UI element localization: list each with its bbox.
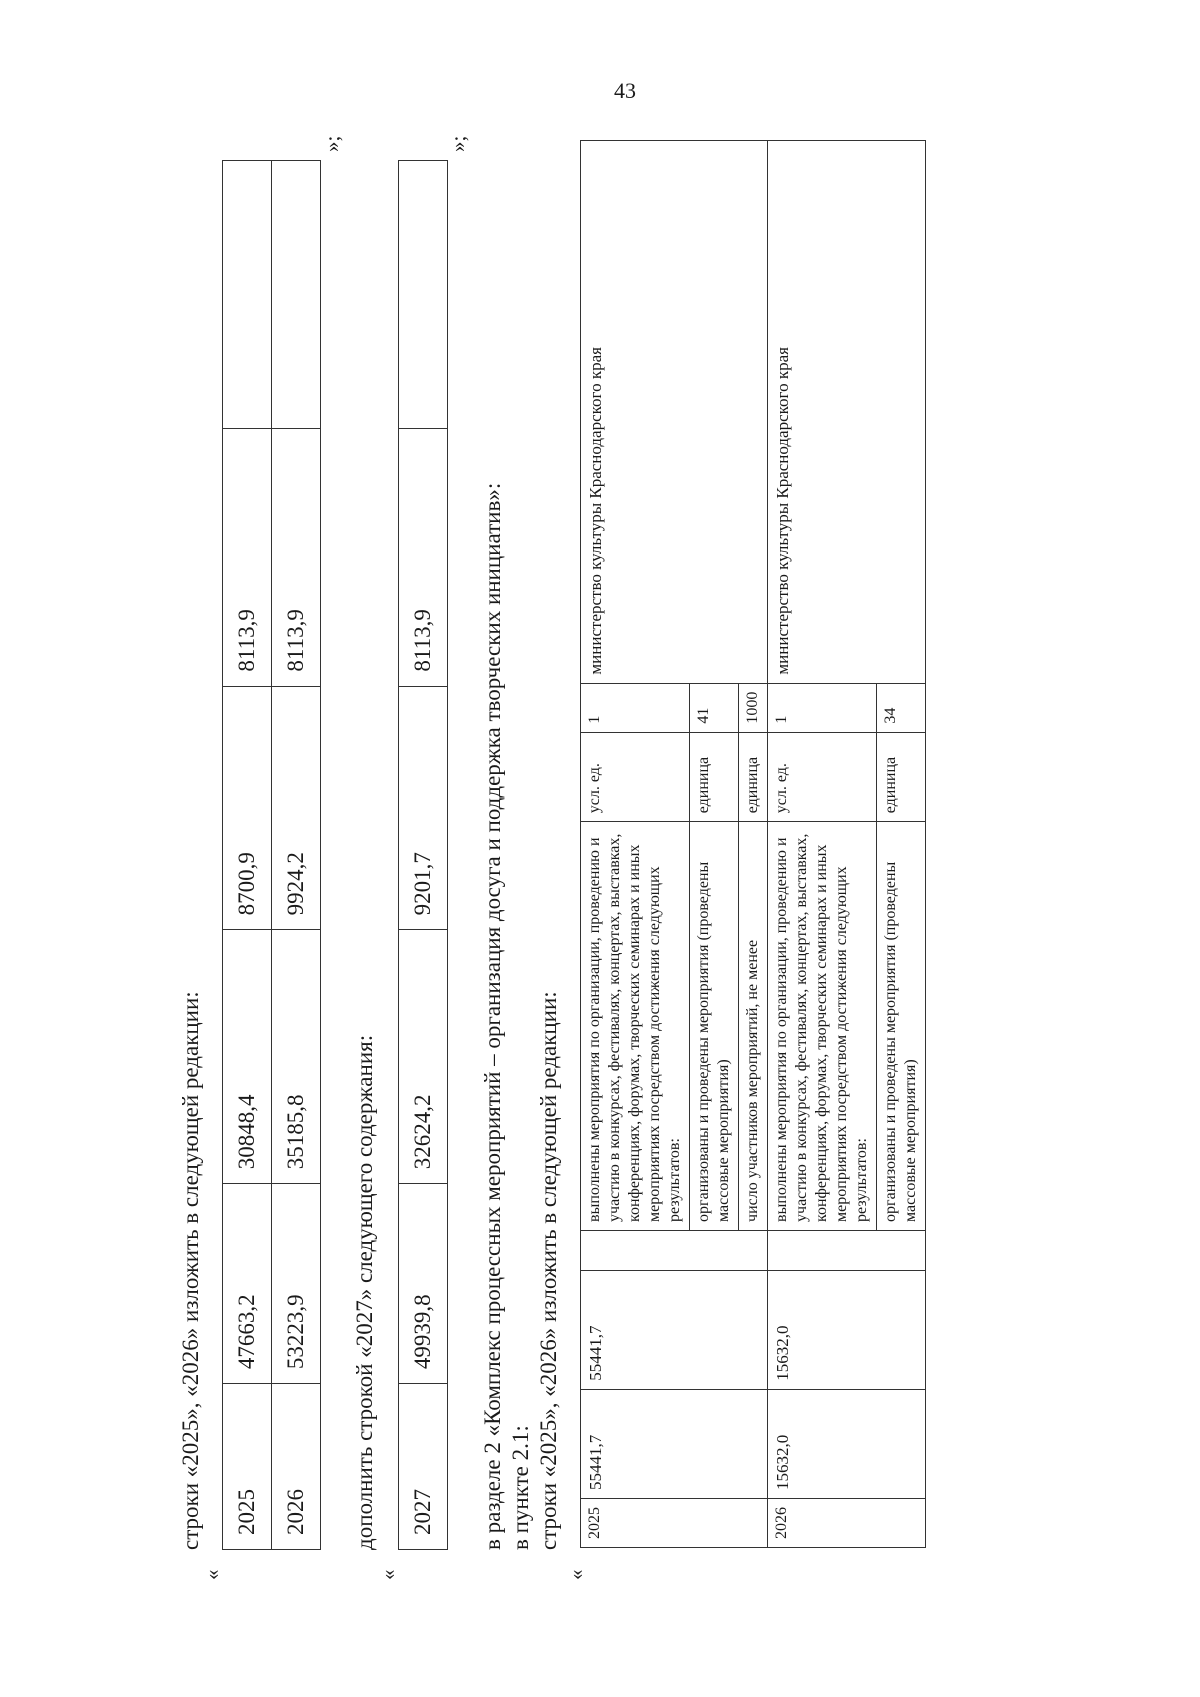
table-row (223, 161, 272, 1550)
cell-value: 32624,2 (399, 930, 448, 1184)
cell-value: 8113,9 (272, 428, 321, 686)
section3-line2: в пункте 2.1: (508, 1425, 533, 1550)
cell-value: 30848,4 (223, 930, 272, 1184)
section3-open-quote: « (564, 1569, 588, 1580)
section1-heading: строки «2025», «2026» изложить в следующей редакции: (178, 991, 203, 1550)
cell-empty (768, 1230, 926, 1270)
section2-heading: дополнить строкой «2027» следующего содержания: (352, 1034, 377, 1550)
cell-year: 2025 (581, 1499, 768, 1548)
section2-open-quote: « (376, 1569, 400, 1580)
cell-result-text: выполнены мероприятия по организации, проведению и участию в конкурсах, фестивалях, концертах, выставках, конференциях, форумах, творческих семинарах и иных мероприятиях посредством достижения следующих результатов: (581, 822, 690, 1231)
cell-value: 8113,9 (223, 428, 272, 686)
cell-empty (581, 1230, 768, 1270)
table-row (581, 141, 690, 1548)
cell-result-value: 1000 (739, 683, 768, 732)
cell-executor: министерство культуры Краснодарского края (768, 141, 926, 684)
table-row (399, 161, 448, 1550)
section2-table (398, 160, 448, 1550)
cell-year: 2027 (399, 1384, 448, 1550)
cell-unit: усл. ед. (768, 732, 877, 822)
cell-result-text: число участников мероприятий, не менее (739, 822, 768, 1231)
rotated-content (170, 120, 1200, 1620)
cell-result-text: организованы и проведены мероприятия (проведены массовые мероприятия) (690, 822, 739, 1231)
cell-result-value: 34 (877, 683, 926, 732)
cell-unit: усл. ед. (581, 732, 690, 822)
cell-result-value: 41 (690, 683, 739, 732)
cell-year: 2025 (223, 1384, 272, 1550)
section3-table (580, 140, 926, 1548)
section1-open-quote: « (200, 1569, 224, 1580)
cell-value (399, 161, 448, 429)
cell-value (272, 161, 321, 429)
table-row (272, 161, 321, 1550)
cell-result-value: 1 (768, 683, 877, 732)
cell-amount: 15632,0 (768, 1389, 926, 1498)
section2-close-quote: »; (446, 135, 470, 152)
cell-result-text: организованы и проведены мероприятия (проведены массовые мероприятия) (877, 822, 926, 1231)
cell-unit: единица (877, 732, 926, 822)
cell-value: 9924,2 (272, 686, 321, 930)
cell-unit: единица (690, 732, 739, 822)
cell-result-value: 1 (581, 683, 690, 732)
cell-value: 9201,7 (399, 686, 448, 930)
cell-total: 49939,8 (399, 1184, 448, 1384)
cell-value: 35185,8 (272, 930, 321, 1184)
page-number: 43 (614, 78, 636, 103)
section1-close-quote: »; (320, 135, 344, 152)
cell-year: 2026 (272, 1384, 321, 1550)
section1-table (222, 160, 321, 1550)
cell-year: 2026 (768, 1499, 926, 1548)
cell-total: 53223,9 (272, 1184, 321, 1384)
cell-value: 8700,9 (223, 686, 272, 930)
cell-value (223, 161, 272, 429)
table-row (768, 141, 877, 1548)
cell-total: 47663,2 (223, 1184, 272, 1384)
cell-amount: 55441,7 (581, 1270, 768, 1389)
cell-value: 8113,9 (399, 428, 448, 686)
section3-line1: в разделе 2 «Комплекс процессных мероприятий – организация досуга и поддержка творческих инициатив»: (480, 482, 505, 1550)
cell-amount: 55441,7 (581, 1389, 768, 1498)
cell-executor: министерство культуры Краснодарского края (581, 141, 768, 684)
cell-result-text: выполнены мероприятия по организации, проведению и участию в конкурсах, фестивалях, концертах, выставках, конференциях, форумах, творческих семинарах и иных мероприятиях посредством достижения следующих результатов: (768, 822, 877, 1231)
cell-amount: 15632,0 (768, 1270, 926, 1389)
cell-unit: единица (739, 732, 768, 822)
section3-line3: строки «2025», «2026» изложить в следующей редакции: (536, 991, 561, 1550)
